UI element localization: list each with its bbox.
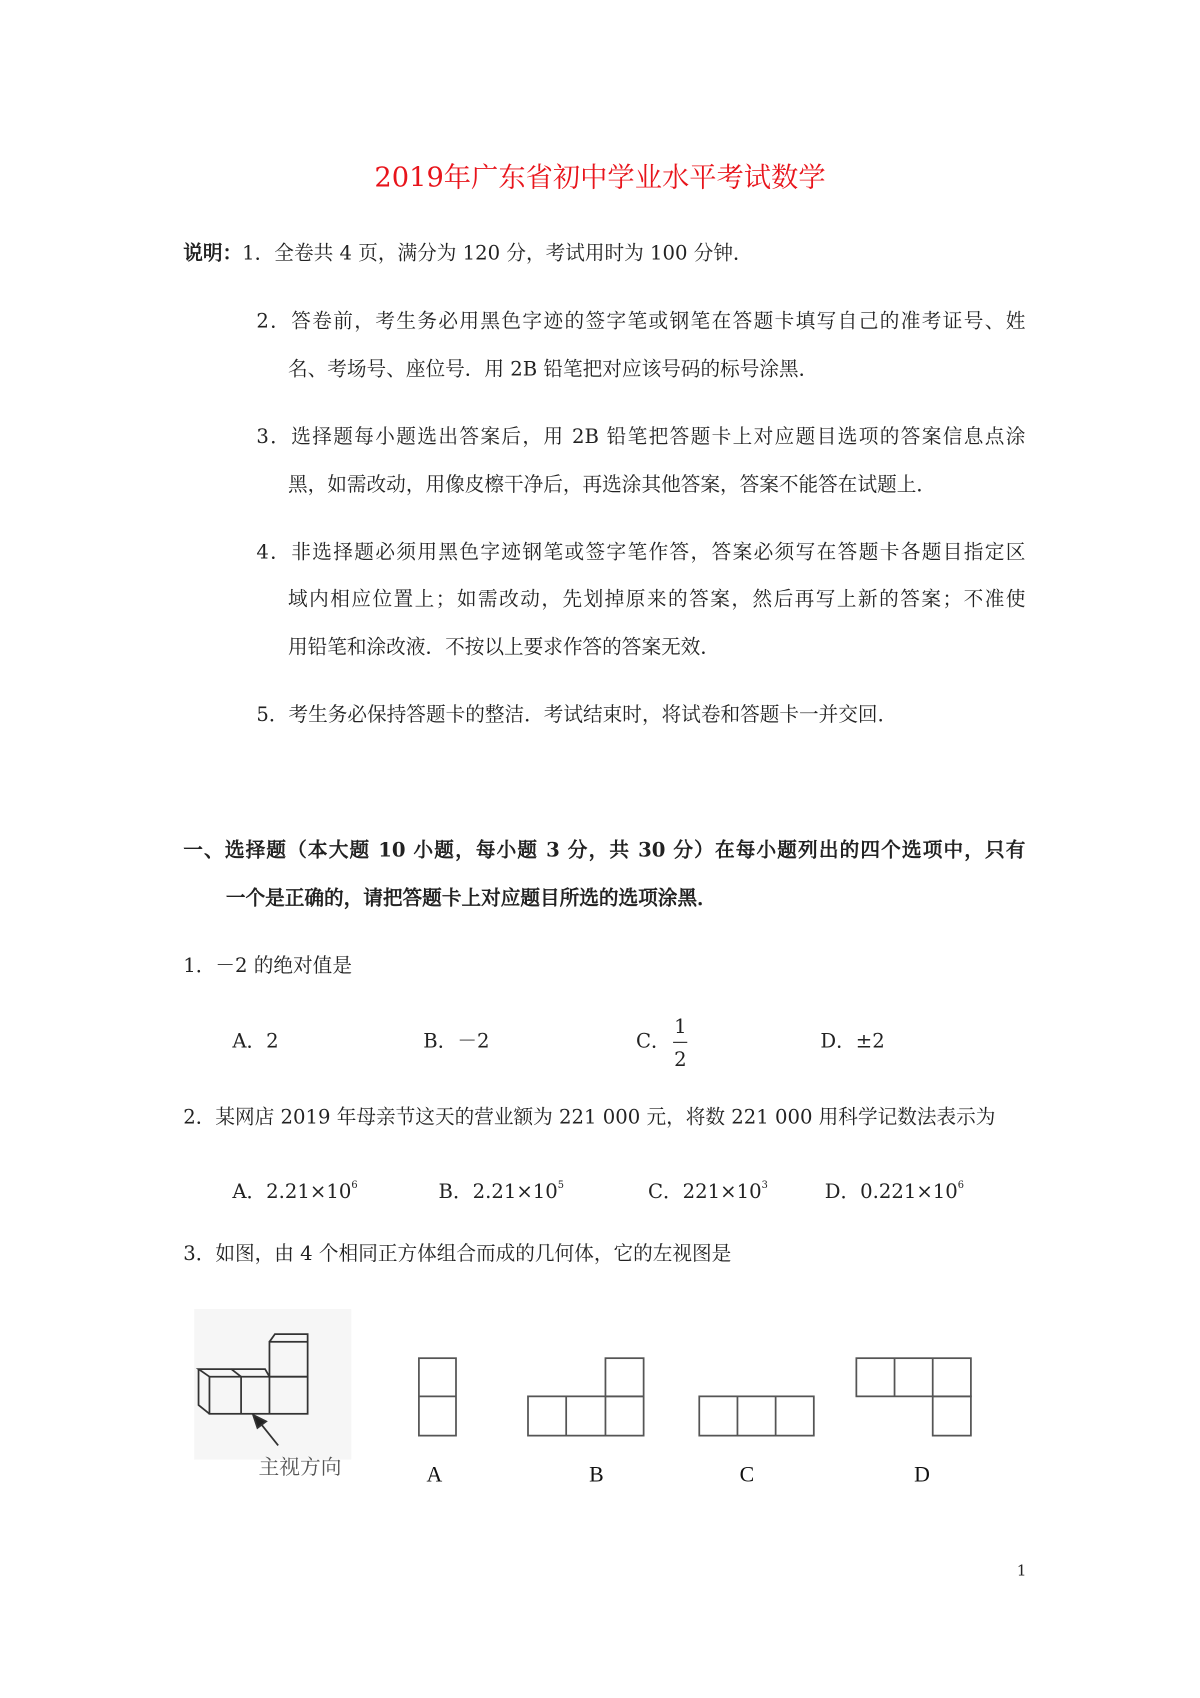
q1-option-a: A．2 <box>232 1029 279 1053</box>
instruction-4-line-3: 用铅笔和涂改液．不按以上要求作答的答案无效． <box>287 635 720 659</box>
q2-option-a-text: A．2.21×10 <box>232 1180 352 1204</box>
option-d-drawing <box>856 1358 971 1435</box>
q3-option-a-label: A <box>426 1462 443 1487</box>
q1-stem: 1．－2 的绝对值是 <box>183 954 352 978</box>
fraction-denominator: 2 <box>674 1048 687 1072</box>
q2-option-d-text: D．0.221×10 <box>824 1180 958 1204</box>
q3-option-c-label: C <box>739 1462 755 1487</box>
q2-option-b-exponent: 5 <box>557 1180 565 1192</box>
instruction-2-line-1: 2．答卷前，考生务必用黑色字迹的签字笔或钢笔在答题卡填写自己的准考证号、姓 <box>256 309 1026 333</box>
q3-option-d-label: D <box>914 1462 930 1487</box>
instruction-1: 1．全卷共 4 页，满分为 120 分，考试用时为 100 分钟． <box>242 242 753 266</box>
page-title: 2019年广东省初中学业水平考试数学 <box>374 161 826 194</box>
instruction-3-line-1: 3．选择题每小题选出答案后，用 2B 铅笔把答题卡上对应题目选项的答案信息点涂 <box>256 425 1026 449</box>
q2-stem: 2．某网店 2019 年母亲节这天的营业额为 221 000 元，将数 221 000 用科学记数法表示为 <box>183 1106 996 1130</box>
section-heading-line-1: 一、选择题（本大题 10 小题，每小题 3 分，共 30 分）在每小题列出的四个选项中，只有 <box>183 838 1026 862</box>
solid-figure <box>194 1309 351 1460</box>
instruction-2-line-2: 名、考场号、座位号．用 2B 铅笔把对应该号码的标号涂黑． <box>287 357 819 381</box>
q1-option-c-prefix: C． <box>635 1029 671 1053</box>
instruction-3-line-2: 黑，如需改动，用像皮檫干净后，再选涂其他答案，答案不能答在试题上． <box>287 473 936 497</box>
instructions-label: 说明： <box>183 242 243 266</box>
option-c-drawing <box>699 1396 814 1435</box>
section-heading-line-2: 一个是正确的，请把答题卡上对应题目所选的选项涂黑． <box>225 886 717 910</box>
q2-option-b-text: B．2.21×10 <box>438 1180 558 1204</box>
q2-option-c-exponent: 3 <box>761 1180 768 1192</box>
q1-option-b: B．－2 <box>423 1029 490 1053</box>
instruction-4-line-1: 4．非选择题必须用黑色字迹钢笔或签字笔作答，答案必须写在答题卡各题目指定区 <box>256 541 1026 564</box>
q3-stem: 3．如图，由 4 个相同正方体组合而成的几何体，它的左视图是 <box>183 1242 732 1266</box>
option-a-drawing <box>419 1358 456 1435</box>
page-number: 1 <box>1016 1562 1027 1580</box>
figure-caption: 主视方向 <box>258 1456 342 1480</box>
instruction-4-line-2: 域内相应位置上；如需改动，先划掉原来的答案，然后再写上新的答案；不准使 <box>287 587 1026 611</box>
q3-option-b-label: B <box>589 1462 604 1487</box>
fraction-numerator: 1 <box>674 1015 687 1039</box>
q2-option-a-exponent: 6 <box>351 1180 358 1192</box>
q2-option-d-exponent: 6 <box>957 1180 965 1192</box>
q2-option-c-text: C．221×10 <box>647 1180 762 1204</box>
figure-background <box>194 1309 351 1460</box>
instruction-5: 5．考生务必保持答题卡的整洁．考试结束时，将试卷和答题卡一并交回． <box>256 703 898 727</box>
q1-option-d: D．±2 <box>820 1029 885 1053</box>
option-b-drawing <box>528 1358 644 1435</box>
